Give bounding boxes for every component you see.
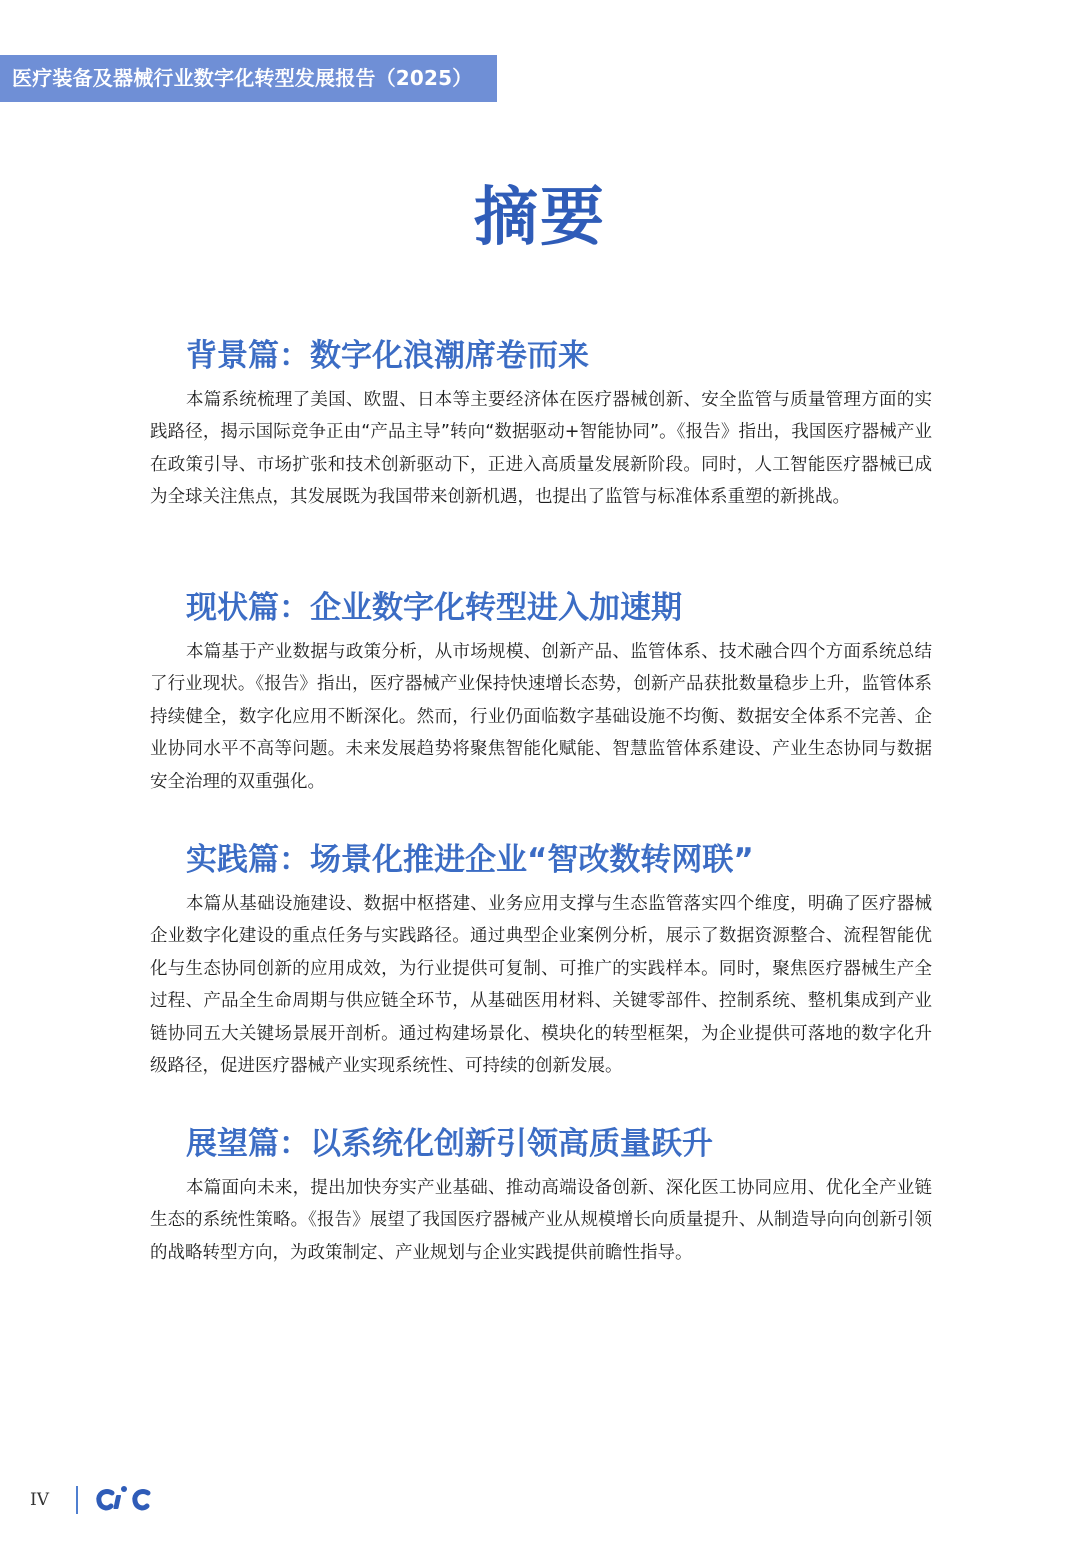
section-outlook bbox=[150, 1124, 932, 1269]
section-heading: 实践篇：场景化推进企业“智改数转网联” bbox=[186, 842, 754, 878]
section-body: 本篇面向未来，提出加快夯实产业基础、推动高端设备创新、深化医工协同应用、优化全产业链生态的系统性策略。《报告》展望了我国医疗器械产业从规模增长向质量提升、从制造导向向创新引领的战略转型方向，为政策制定、产业规划与企业实践提供前瞻性指导。 bbox=[150, 1178, 932, 1263]
footer-divider bbox=[76, 1486, 78, 1514]
section-heading: 背景篇：数字化浪潮席卷而来 bbox=[186, 338, 589, 374]
section-status bbox=[150, 588, 932, 798]
section-practice bbox=[150, 840, 932, 1082]
section-body: 本篇基于产业数据与政策分析，从市场规模、创新产品、监管体系、技术融合四个方面系统总结了行业现状。《报告》指出，医疗器械产业保持快速增长态势，创新产品获批数量稳步上升，监管体系持续健全，数字化应用不断深化。然而，行业仍面临数字基础设施不均衡、数据安全体系不完善、企业协同水平不高等问题。未来发展趋势将聚焦智能化赋能、智慧监管体系建设、产业生态协同与数据安全治理的双重强化。 bbox=[150, 642, 932, 792]
section-background bbox=[150, 336, 932, 514]
section-body: 本篇系统梳理了美国、欧盟、日本等主要经济体在医疗器械创新、安全监管与质量管理方面的实践路径，揭示国际竞争正由“产品主导”转向“数据驱动+智能协同”。《报告》指出，我国医疗器械产业在政策引导、市场扩张和技术创新驱动下，正进入高质量发展新阶段。同时，人工智能医疗器械已成为全球关注焦点，其发展既为我国带来创新机遇，也提出了监管与标准体系重塑的新挑战。 bbox=[150, 390, 932, 508]
page-number: IV bbox=[30, 1490, 49, 1510]
report-title-banner: 医疗装备及器械行业数字化转型发展报告（2025） bbox=[0, 55, 497, 102]
section-heading: 展望篇：以系统化创新引领高质量跃升 bbox=[186, 1126, 713, 1162]
cic-logo bbox=[94, 1482, 154, 1516]
section-body: 本篇从基础设施建设、数据中枢搭建、业务应用支撑与生态监管落实四个维度，明确了医疗器械企业数字化建设的重点任务与实践路径。通过典型企业案例分析，展示了数据资源整合、流程智能优化与生态协同创新的应用成效，为行业提供可复制、可推广的实践样本。同时，聚焦医疗器械生产全过程、产品全生命周期与供应链全环节，从基础医用材料、关键零部件、控制系统、整机集成到产业链协同五大关键场景展开剖析。通过构建场景化、模块化的转型框架，为企业提供可落地的数字化升级路径，促进医疗器械产业实现系统性、可持续的创新发展。 bbox=[150, 894, 932, 1077]
page-title: 摘要 bbox=[474, 181, 606, 255]
section-heading: 现状篇：企业数字化转型进入加速期 bbox=[186, 590, 682, 626]
